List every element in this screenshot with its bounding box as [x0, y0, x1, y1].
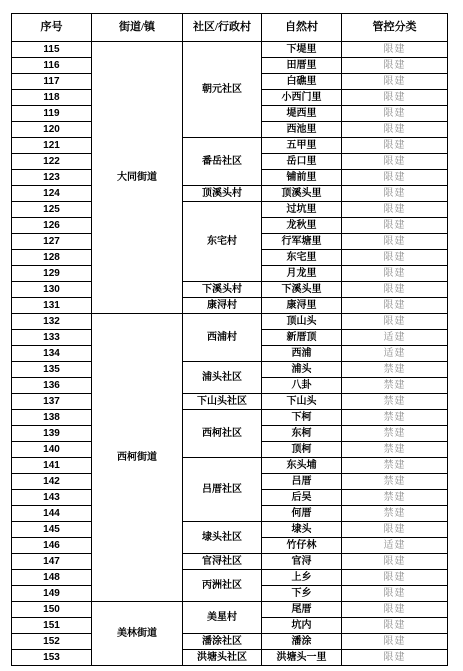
row-number-cell: 122 [12, 154, 92, 170]
natural-village-cell: 尾厝 [262, 602, 342, 618]
control-category-cell: 限建 [342, 266, 448, 282]
table-body [12, 42, 448, 666]
natural-village-cell: 东宅里 [262, 250, 342, 266]
street-cell: 美林街道 [92, 602, 183, 666]
community-cell: 朝元社区 [183, 42, 262, 138]
row-number-cell: 142 [12, 474, 92, 490]
community-cell: 洪塘头社区 [183, 650, 262, 666]
natural-village-cell: 龙秋里 [262, 218, 342, 234]
row-number-cell: 145 [12, 522, 92, 538]
row-number-cell: 144 [12, 506, 92, 522]
control-category-cell: 限建 [342, 250, 448, 266]
table-row [12, 394, 448, 410]
row-number-cell: 147 [12, 554, 92, 570]
table-row [12, 570, 448, 586]
community-cell: 下山头社区 [183, 394, 262, 410]
row-number-cell: 149 [12, 586, 92, 602]
community-cell: 西浦村 [183, 314, 262, 362]
community-cell: 东宅村 [183, 202, 262, 282]
table-row [12, 186, 448, 202]
natural-village-cell: 西池里 [262, 122, 342, 138]
control-category-cell: 适建 [342, 346, 448, 362]
row-number-cell: 133 [12, 330, 92, 346]
natural-village-cell: 浦头 [262, 362, 342, 378]
control-category-cell: 限建 [342, 58, 448, 74]
community-cell: 番岳社区 [183, 138, 262, 186]
natural-village-cell: 下山头 [262, 394, 342, 410]
control-category-cell: 限建 [342, 602, 448, 618]
table-row [12, 314, 448, 330]
row-number-cell: 143 [12, 490, 92, 506]
control-category-cell: 适建 [342, 538, 448, 554]
natural-village-cell: 下乡 [262, 586, 342, 602]
control-category-cell: 限建 [342, 234, 448, 250]
row-number-cell: 152 [12, 634, 92, 650]
row-number-cell: 121 [12, 138, 92, 154]
natural-village-cell: 何厝 [262, 506, 342, 522]
natural-village-cell: 八卦 [262, 378, 342, 394]
row-number-cell: 140 [12, 442, 92, 458]
street-cell: 西柯街道 [92, 314, 183, 602]
row-number-cell: 126 [12, 218, 92, 234]
header-num: 序号 [12, 14, 92, 42]
natural-village-cell: 白礁里 [262, 74, 342, 90]
control-category-cell: 限建 [342, 106, 448, 122]
community-cell: 西柯社区 [183, 410, 262, 458]
community-cell: 丙洲社区 [183, 570, 262, 602]
row-number-cell: 150 [12, 602, 92, 618]
control-category-cell: 禁建 [342, 506, 448, 522]
natural-village-cell: 埭头 [262, 522, 342, 538]
control-category-cell: 限建 [342, 90, 448, 106]
row-number-cell: 124 [12, 186, 92, 202]
header-category: 管控分类 [342, 14, 448, 42]
table-row [12, 650, 448, 666]
control-category-cell: 限建 [342, 570, 448, 586]
row-number-cell: 153 [12, 650, 92, 666]
community-cell: 康浔村 [183, 298, 262, 314]
natural-village-cell: 后吴 [262, 490, 342, 506]
natural-village-cell: 月龙里 [262, 266, 342, 282]
natural-village-cell: 五甲里 [262, 138, 342, 154]
community-cell: 吕厝社区 [183, 458, 262, 522]
table-row [12, 554, 448, 570]
control-category-cell: 禁建 [342, 394, 448, 410]
natural-village-cell: 岳口里 [262, 154, 342, 170]
control-category-cell: 限建 [342, 170, 448, 186]
control-category-cell: 限建 [342, 634, 448, 650]
row-number-cell: 123 [12, 170, 92, 186]
control-category-cell: 适建 [342, 330, 448, 346]
community-cell: 顶溪头村 [183, 186, 262, 202]
header-row [12, 14, 448, 42]
natural-village-cell: 东柯 [262, 426, 342, 442]
row-number-cell: 115 [12, 42, 92, 58]
control-category-cell: 禁建 [342, 490, 448, 506]
community-cell: 官浔社区 [183, 554, 262, 570]
table-row [12, 42, 448, 58]
natural-village-cell: 上乡 [262, 570, 342, 586]
row-number-cell: 116 [12, 58, 92, 74]
control-category-cell: 限建 [342, 314, 448, 330]
row-number-cell: 138 [12, 410, 92, 426]
natural-village-cell: 田厝里 [262, 58, 342, 74]
natural-village-cell: 吕厝 [262, 474, 342, 490]
natural-village-cell: 下柯 [262, 410, 342, 426]
control-category-cell: 限建 [342, 218, 448, 234]
control-category-cell: 限建 [342, 154, 448, 170]
table-row [12, 202, 448, 218]
control-category-cell: 限建 [342, 522, 448, 538]
row-number-cell: 151 [12, 618, 92, 634]
header-street: 街道/镇 [92, 14, 183, 42]
control-category-cell: 限建 [342, 650, 448, 666]
community-cell: 浦头社区 [183, 362, 262, 394]
natural-village-cell: 下溪头里 [262, 282, 342, 298]
control-category-cell: 禁建 [342, 458, 448, 474]
row-number-cell: 119 [12, 106, 92, 122]
natural-village-cell: 坑内 [262, 618, 342, 634]
table-row [12, 522, 448, 538]
control-category-cell: 限建 [342, 554, 448, 570]
natural-village-cell: 洪塘头一里 [262, 650, 342, 666]
control-category-cell: 禁建 [342, 474, 448, 490]
community-cell: 美星村 [183, 602, 262, 634]
control-classification-table [11, 13, 448, 666]
natural-village-cell: 顶溪头里 [262, 186, 342, 202]
natural-village-cell: 下堤里 [262, 42, 342, 58]
natural-village-cell: 新厝顶 [262, 330, 342, 346]
row-number-cell: 118 [12, 90, 92, 106]
street-cell: 大同街道 [92, 42, 183, 314]
row-number-cell: 146 [12, 538, 92, 554]
row-number-cell: 132 [12, 314, 92, 330]
natural-village-cell: 铺前里 [262, 170, 342, 186]
row-number-cell: 137 [12, 394, 92, 410]
natural-village-cell: 康浔里 [262, 298, 342, 314]
row-number-cell: 117 [12, 74, 92, 90]
row-number-cell: 129 [12, 266, 92, 282]
control-category-cell: 限建 [342, 298, 448, 314]
row-number-cell: 128 [12, 250, 92, 266]
natural-village-cell: 行军塘里 [262, 234, 342, 250]
row-number-cell: 134 [12, 346, 92, 362]
natural-village-cell: 过坑里 [262, 202, 342, 218]
table-row [12, 634, 448, 650]
row-number-cell: 139 [12, 426, 92, 442]
table-row [12, 410, 448, 426]
header-community: 社区/行政村 [183, 14, 262, 42]
control-category-cell: 限建 [342, 282, 448, 298]
community-cell: 潘涂社区 [183, 634, 262, 650]
control-category-cell: 限建 [342, 202, 448, 218]
natural-village-cell: 顶柯 [262, 442, 342, 458]
natural-village-cell: 小西门里 [262, 90, 342, 106]
row-number-cell: 130 [12, 282, 92, 298]
natural-village-cell: 顶山头 [262, 314, 342, 330]
row-number-cell: 120 [12, 122, 92, 138]
control-category-cell: 限建 [342, 586, 448, 602]
control-category-cell: 禁建 [342, 378, 448, 394]
table-row [12, 282, 448, 298]
natural-village-cell: 东头埔 [262, 458, 342, 474]
control-category-cell: 限建 [342, 122, 448, 138]
natural-village-cell: 竹仔林 [262, 538, 342, 554]
row-number-cell: 148 [12, 570, 92, 586]
natural-village-cell: 潘涂 [262, 634, 342, 650]
control-category-cell: 限建 [342, 186, 448, 202]
header-village: 自然村 [262, 14, 342, 42]
community-cell: 埭头社区 [183, 522, 262, 554]
control-category-cell: 禁建 [342, 410, 448, 426]
table-row [12, 602, 448, 618]
table-row [12, 298, 448, 314]
row-number-cell: 127 [12, 234, 92, 250]
control-category-cell: 限建 [342, 74, 448, 90]
natural-village-cell: 堤西里 [262, 106, 342, 122]
community-cell: 下溪头村 [183, 282, 262, 298]
table-row [12, 138, 448, 154]
table-row [12, 458, 448, 474]
control-category-cell: 禁建 [342, 442, 448, 458]
control-category-cell: 禁建 [342, 426, 448, 442]
row-number-cell: 136 [12, 378, 92, 394]
control-category-cell: 限建 [342, 42, 448, 58]
natural-village-cell: 西浦 [262, 346, 342, 362]
row-number-cell: 141 [12, 458, 92, 474]
control-category-cell: 禁建 [342, 362, 448, 378]
control-category-cell: 限建 [342, 618, 448, 634]
control-category-cell: 限建 [342, 138, 448, 154]
table-row [12, 362, 448, 378]
row-number-cell: 131 [12, 298, 92, 314]
row-number-cell: 135 [12, 362, 92, 378]
row-number-cell: 125 [12, 202, 92, 218]
natural-village-cell: 官浔 [262, 554, 342, 570]
